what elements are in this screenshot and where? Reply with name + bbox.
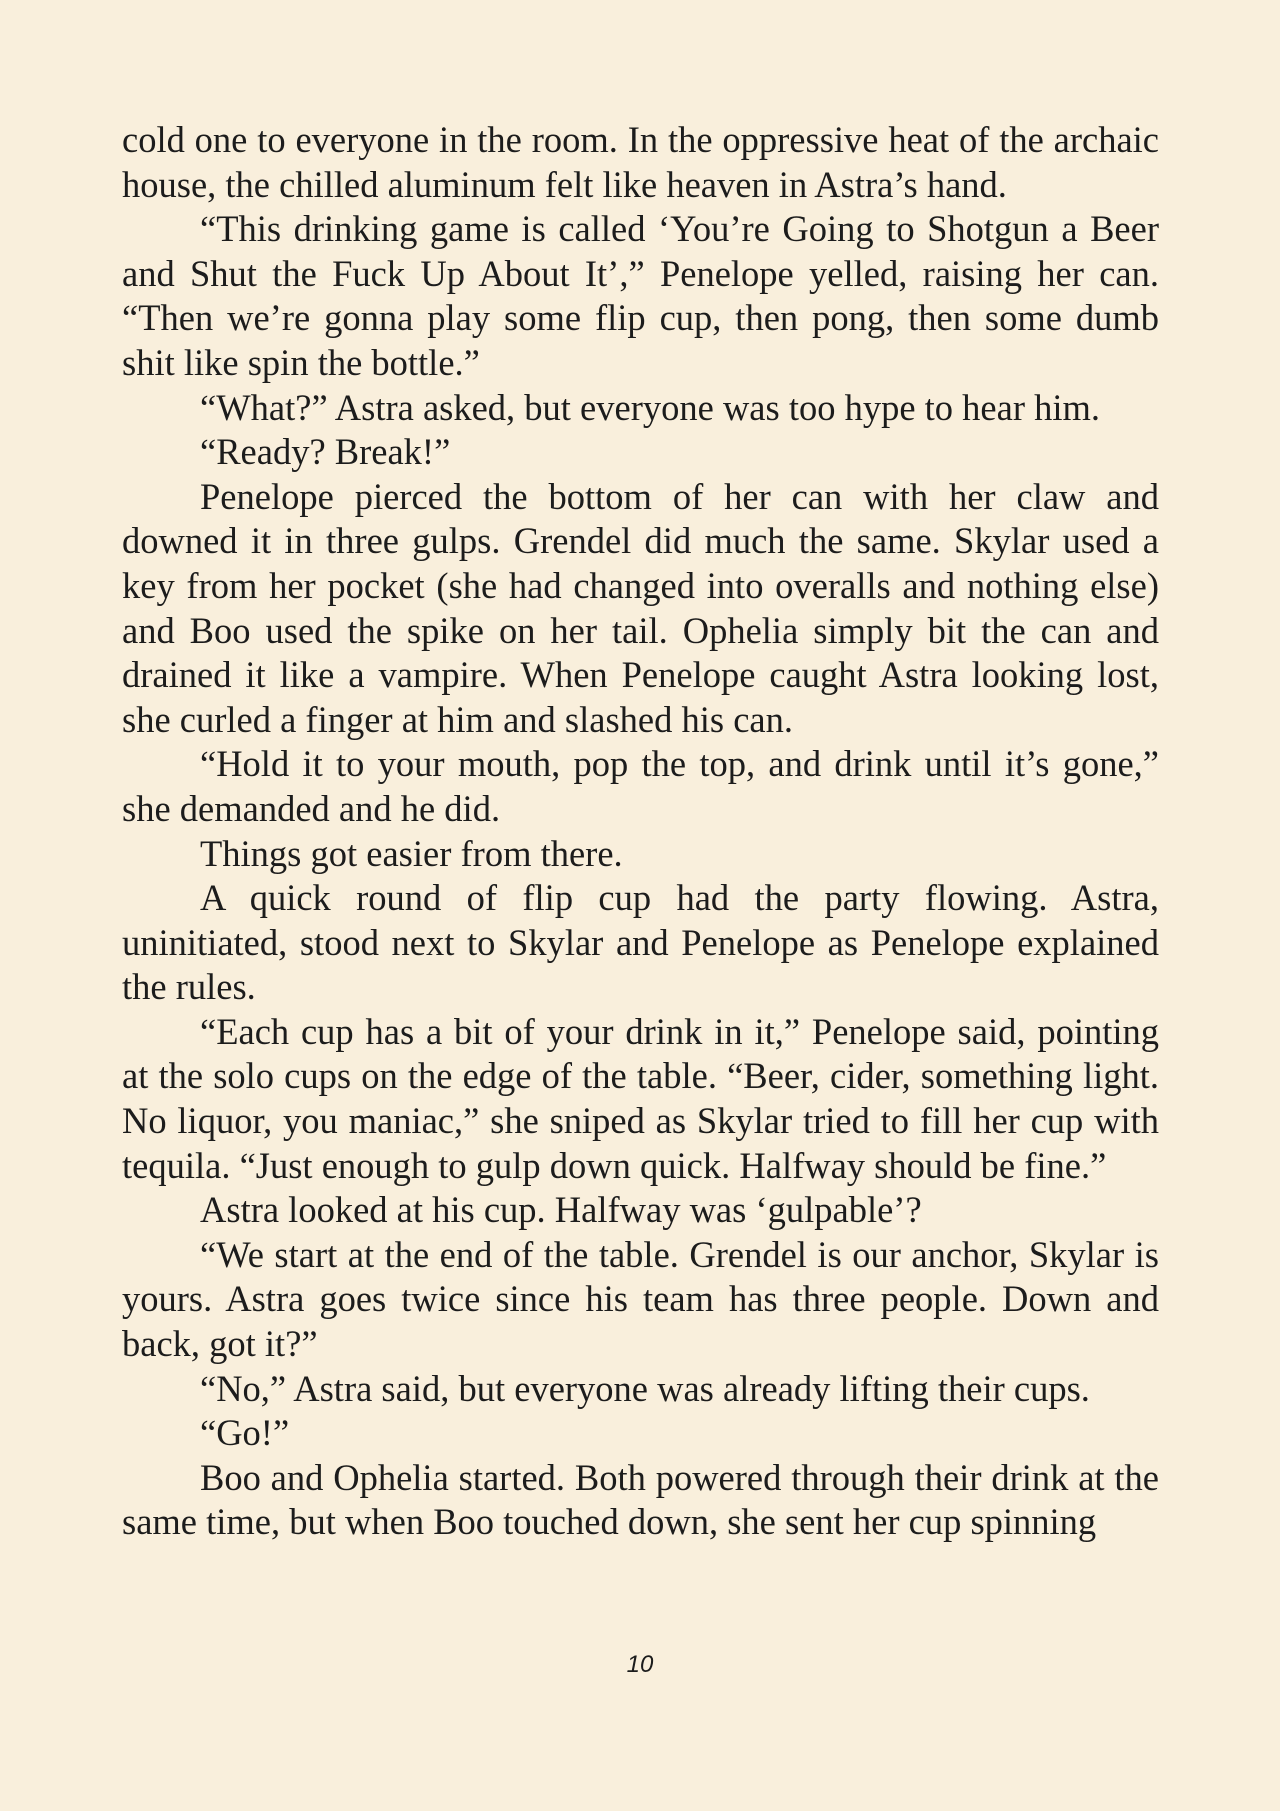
body-text <box>122 118 1159 1545</box>
paragraph: “This drinking game is called ‘You’re Going to Shotgun a Beer and Shut the Fuck Up About It’,” Penelope yelled, raising her can. “Then we’re gonna play some flip cup, then pong, then some dumb shit like spin the bottle.” <box>122 208 1159 383</box>
paragraph: Boo and Ophelia started. Both powered through their drink at the same time, but when Boo touched down, she sent her cup spinning <box>122 1456 1159 1543</box>
paragraph: Astra looked at his cup. Halfway was ‘gulpable’? <box>200 1189 922 1231</box>
paragraph: cold one to everyone in the room. In the oppressive heat of the archaic house, the chilled aluminum felt like heaven in Astra’s hand. <box>122 119 1159 205</box>
paragraph: “No,” Astra said, but everyone was already lifting their cups. <box>200 1367 1090 1409</box>
paragraph: “Each cup has a bit of your drink in it,” Penelope said, pointing at the solo cups on the edge of the table. “Beer, cider, something light. No liquor, you maniac,” she sniped as Skylar tried to fill her cup with tequila. “Just enough to gulp down quick. Halfway should be fine.” <box>122 1010 1159 1186</box>
paragraph: A quick round of flip cup had the party flowing. Astra, uninitiated, stood next to Skylar and Penelope as Penelope explained the rules. <box>122 877 1159 1008</box>
paragraph: “We start at the end of the table. Grendel is our anchor, Skylar is yours. Astra goes twice since his team has three people. Down and back, got it?” <box>122 1233 1159 1365</box>
page-number: 10 <box>626 1651 654 1678</box>
paragraph: “Hold it to your mouth, pop the top, and drink until it’s gone,” she demanded and he did. <box>122 743 1159 829</box>
paragraph: Penelope pierced the bottom of her can with her claw and downed it in three gulps. Grendel did much the same. Skylar used a key from her pocket (she had changed into overalls and nothing else) and Boo used the spike on her tail. Ophelia simply bit the can and drained it like a vampire. When Penelope caught Astra looking lost, she curled a finger at him and slashed his can. <box>122 475 1159 740</box>
paragraph: “Go!” <box>200 1412 290 1454</box>
paragraph: Things got easier from there. <box>200 832 623 874</box>
paragraph: “What?” Astra asked, but everyone was too hype to hear him. <box>200 386 1101 428</box>
paragraph: “Ready? Break!” <box>200 431 451 473</box>
